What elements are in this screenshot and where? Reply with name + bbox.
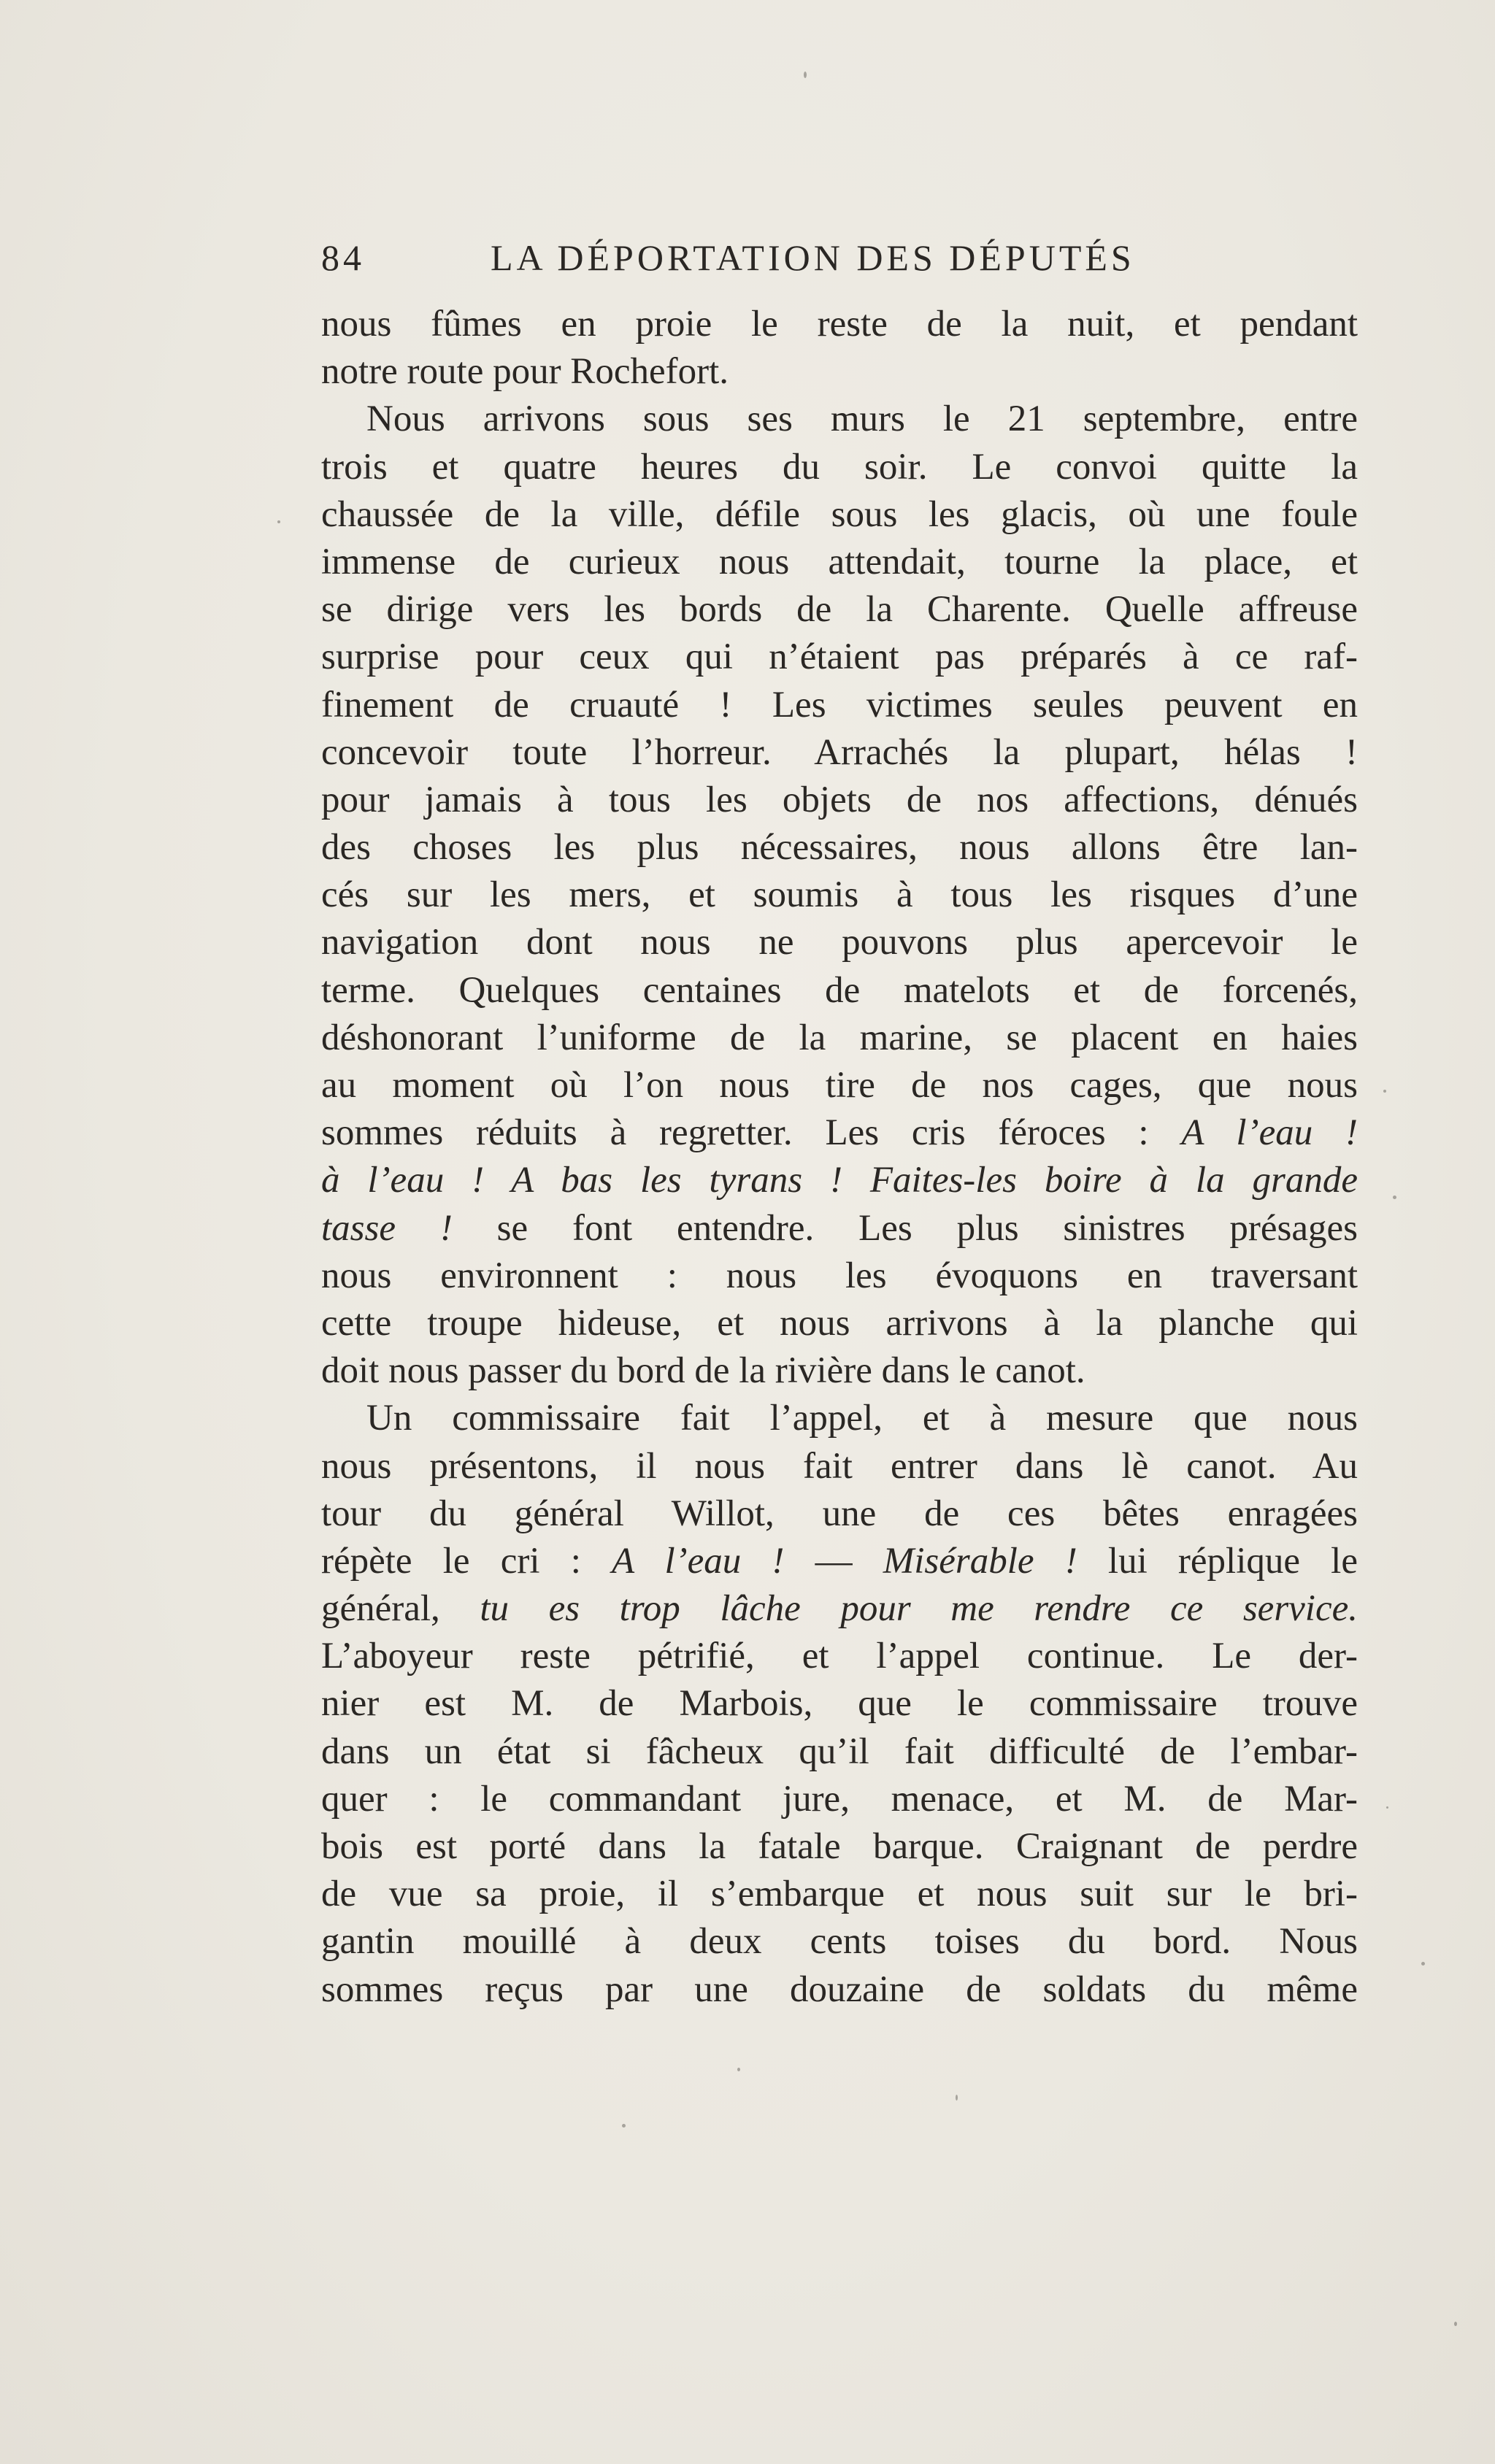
text-line [321, 824, 1358, 871]
italic-text: tasse ! [321, 1207, 453, 1249]
paper-speck [956, 2095, 958, 2101]
text-run: terme. Quelques centaines de matelots et de forcenés, [321, 969, 1358, 1011]
text-line [321, 539, 1358, 586]
text-run: doit nous passer du bord de la rivière dans le canot. [321, 1350, 1085, 1392]
paper-speck [1393, 1196, 1396, 1199]
text-run: Un commissaire fait l’appel, et à mesure que nous [366, 1398, 1358, 1439]
text-line [321, 1252, 1358, 1300]
text-line [321, 729, 1358, 777]
text-run: finement de cruauté ! Les victimes seules peuvent en [321, 684, 1358, 725]
paper-speck [1383, 1090, 1386, 1093]
text-run: trois et quatre heures du soir. Le convoi quitte la [321, 446, 1358, 488]
text-run: navigation dont nous ne pouvons plus apercevoir le [321, 922, 1358, 963]
text-run: tour du général Willot, une de ces bêtes enragées [321, 1493, 1358, 1534]
text-run: nous présentons, il nous fait entrer dans lè canot. Au [321, 1445, 1358, 1487]
text-line [321, 871, 1358, 919]
text-line [321, 301, 1358, 348]
running-title: LA DÉPORTATION DES DÉPUTÉS [491, 237, 1135, 278]
paper-speck [277, 520, 280, 523]
text-line [321, 1395, 1358, 1442]
italic-text: A l’eau ! [1181, 1112, 1358, 1154]
text-run: nous environnent : nous les évoquons en traversant [321, 1255, 1358, 1296]
text-run: surprise pour ceux qui n’étaient pas préparés à ce raf- [321, 636, 1358, 678]
text-line [321, 396, 1358, 443]
text-line [321, 1823, 1358, 1871]
text-line [321, 634, 1358, 681]
text-line [321, 444, 1358, 491]
text-line [321, 491, 1358, 539]
text-run: répète le cri : [321, 1540, 612, 1582]
text-run: de vue sa proie, il s’embarque et nous suit sur le bri- [321, 1874, 1358, 1915]
text-run: cette troupe hideuse, et nous arrivons à la planche qui [321, 1302, 1358, 1344]
text-line [321, 919, 1358, 966]
text-line [321, 1871, 1358, 1918]
paper-speck [1421, 1962, 1425, 1966]
italic-text: à l’eau ! A bas les tyrans ! Faites-les boire à la grande [321, 1160, 1358, 1201]
text-run: se font entendre. Les plus sinistres présages [452, 1207, 1358, 1249]
text-run: lui réplique le [1077, 1540, 1358, 1582]
text-line [321, 1015, 1358, 1062]
text-line [321, 1157, 1358, 1204]
text-line [321, 1490, 1358, 1538]
text-run: immense de curieux nous attendait, tourne la place, et [321, 541, 1358, 582]
text-run: au moment où l’on nous tire de nos cages, que nous [321, 1065, 1358, 1106]
text-line [321, 1109, 1358, 1157]
text-line [321, 586, 1358, 634]
paper-speck [804, 72, 807, 78]
text-line [321, 1062, 1358, 1109]
body-text [321, 301, 1358, 2014]
text-run: quer : le commandant jure, menace, et M. de Mar- [321, 1778, 1358, 1820]
text-line [321, 1728, 1358, 1776]
text-run: dans un état si fâcheux qu’il fait difficulté de l’embar- [321, 1730, 1358, 1772]
paper-speck [1454, 2322, 1457, 2326]
paper-speck [622, 2124, 626, 2128]
text-run: Nous arrivons sous ses murs le 21 septembre, entre [366, 399, 1358, 440]
page-header [321, 232, 1358, 283]
text-run: concevoir toute l’horreur. Arrachés la plupart, hélas ! [321, 731, 1358, 773]
text-line [321, 1205, 1358, 1252]
text-line [321, 777, 1358, 824]
italic-text: A l’eau ! [612, 1540, 785, 1582]
text-run: L’aboyeur reste pétrifié, et l’appel continue. Le der- [321, 1636, 1358, 1677]
text-run: déshonorant l’uniforme de la marine, se placent en haies [321, 1017, 1358, 1058]
text-line [321, 682, 1358, 729]
text-run: nous fûmes en proie le reste de la nuit, et pendant [321, 304, 1358, 344]
text-line [321, 1680, 1358, 1728]
text-run: cés sur les mers, et soumis à tous les risques d’une [321, 874, 1358, 916]
paper-speck [1386, 1806, 1388, 1809]
text-run: nier est M. de Marbois, que le commissaire trouve [321, 1683, 1358, 1725]
text-line [321, 1443, 1358, 1490]
text-line [321, 967, 1358, 1015]
text-line [321, 348, 1358, 396]
text-run: — [784, 1540, 883, 1582]
text-run: des choses les plus nécessaires, nous allons être lan- [321, 827, 1358, 869]
paper-speck [737, 2068, 740, 2071]
italic-text: tu es trop lâche pour me rendre ce service. [480, 1588, 1358, 1630]
text-line [321, 1776, 1358, 1823]
text-run: bois est porté dans la fatale barque. Craignant de perdre [321, 1826, 1358, 1867]
text-run: se dirige vers les bords de la Charente. Quelle affreuse [321, 589, 1358, 631]
text-line [321, 1300, 1358, 1347]
text-line [321, 1538, 1358, 1585]
text-run: sommes reçus par une douzaine de soldats du même [321, 1968, 1358, 2010]
text-run: chaussée de la ville, défile sous les glacis, où une foule [321, 493, 1358, 535]
text-line [321, 1347, 1358, 1395]
text-run: notre route pour Rochefort. [321, 351, 729, 393]
text-line [321, 1918, 1358, 1966]
text-line [321, 1633, 1358, 1680]
text-run: gantin mouillé à deux cents toises du bord. Nous [321, 1921, 1358, 1963]
text-line [321, 1585, 1358, 1633]
text-run: sommes réduits à regretter. Les cris féroces : [321, 1112, 1182, 1154]
text-line [321, 1966, 1358, 2014]
text-run: général, [321, 1588, 480, 1630]
page-number: 84 [321, 237, 365, 278]
text-run: pour jamais à tous les objets de nos affections, dénués [321, 779, 1358, 820]
italic-text: Misérable ! [883, 1540, 1077, 1582]
